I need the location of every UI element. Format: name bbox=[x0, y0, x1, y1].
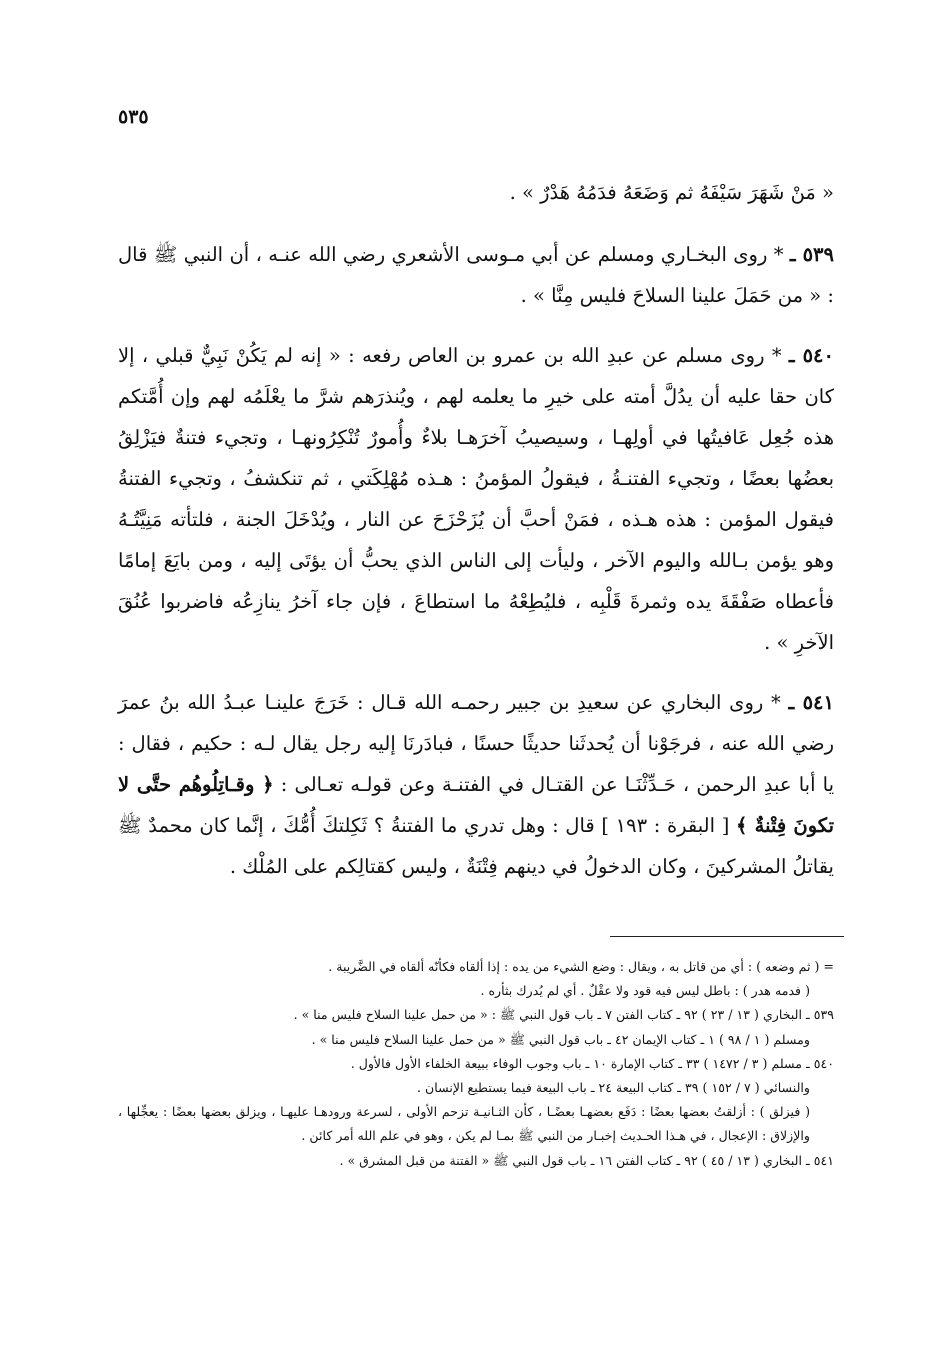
page-number: ٥٣٥ bbox=[118, 106, 149, 128]
hadith-number: ٥٤١ ـ bbox=[788, 691, 834, 714]
hadith-text-continued: [ البقرة : ١٩٣ ] قال : وهل تدري ما الفتنةُ ؟ ثَكِلتكَ أُمُّكَ ، إنَّما كان محمدٌ ﷺ يقاتلُ المشركينَ ، وكان الدخولُ في دينهم فِتْنَةٌ ، وليس كقتالِكم على المُلْك . bbox=[118, 814, 834, 878]
hadith-number: ٥٤٠ ـ bbox=[788, 344, 834, 367]
hadith-text: * روى البخـاري ومسلم عن أبي مـوسى الأشعري رضي الله عنـه ، أن النبي ﷺ قال : « من حَمَلَ علينا السلاحَ فليس مِنَّا » . bbox=[118, 243, 834, 307]
footnote: ومسلم ( ١ / ٩٨ ) ١ ـ كتاب الإيمان ٤٢ ـ باب قول النبي ﷺ « من حمل علينا السلاح فليس منا » . bbox=[311, 1031, 810, 1047]
hadith-number: ٥٣٩ ـ bbox=[789, 243, 834, 266]
hadith-text: * روى البخاري عن سعيدِ بن جبير رحمـه الله قـال : خَرَجَ علينـا عبـدُ الله بنُ عمرَ رضي الله عنه ، فرجَوْنا أن يُحدثَنا حديثًا حسنًا ، فبادَرنَا إليه رجل يقال لـه : حكيم ، فقال : يا أبا عبدِ الرحمن ، حَـدِّثْنَـا عن القتـال في الفتنـة وعن قولـه تعـالى : bbox=[118, 691, 835, 796]
footnote: = ( ثم وضعه ) : أي من قاتل به ، ويقال : وضع الشيء من يده : إذا ألقاه فكأنّه ألقاه في الضَّريبة . bbox=[328, 959, 834, 974]
footnote: ٥٤٠ ـ مسلم ( ٣ / ١٤٧٢ ) ٣٣ ـ كتاب الإمارة ١٠ ـ باب وجوب الوفاء ببيعة الخلفاء الأول فالأول . bbox=[350, 1055, 834, 1071]
hadith-539 bbox=[118, 234, 834, 316]
hadith-541 bbox=[118, 682, 834, 887]
footnote: ٥٣٩ ـ البخاري ( ١٣ / ٢٣ ) ٩٢ ـ كتاب الفتن ٧ ـ باب قول النبي ﷺ : « من حمل علينا السلاح فليس منا » . bbox=[293, 1007, 834, 1023]
hadith-540 bbox=[118, 335, 834, 663]
footnote-divider bbox=[610, 936, 844, 937]
footnote: ( فدمه هدر ) : باطل ليس فيه قود ولا عقْلٌ . أي لم يُدرك بثأره . bbox=[480, 983, 810, 999]
quran-verse: ﴿ وقـاتِلُوهُم حتَّى لا تكونَ فِتْنةٌ ﴾ bbox=[118, 773, 834, 837]
footnote: والنسائي ( ٧ / ١٥٢ ) ٣٩ ـ كتاب البيعة ٢٤ ـ باب البيعة فيما يستطيع الإنسان . bbox=[417, 1080, 810, 1096]
footnote: ٥٤١ ـ البخاري ( ١٣ / ٤٥ ) ٩٢ ـ كتاب الفتن ١٦ ـ باب قول النبي ﷺ « الفتنة من قبل المشرق » . bbox=[339, 1152, 834, 1168]
hadith-text: * روى مسلم عن عبدِ الله بن عمرو بن العاص رفعه : « إنه لم يَكُنْ نَبِيٌّ قبلي ، إلا كان حقا عليه أن يدُلَّ أمته على خيرِ ما يعلمه لهم ، ويُنذرَهم شرَّ ما يعْلَمُه لهم وإن أُمَّتكم هذه جُعِل عَافيتُها في أولِهـا ، وسيصيبُ آخرَهـا بلاءٌ وأُمورٌ تُنْكِرُونهـا ، وتجيء فتنةٌ فيَزْلِقُ بعضُها بعضًا ، وتجيء الفتنـةُ ، فيقولُ المؤمنُ : هـذه مُهْلِكَتي ، ثم تنكشفُ ، وتجيء الفتنةُ فيقول المؤمن : هذه هـذه ، فمَنْ أحبَّ أن يُزَحْزَحَ عن النار ، ويُدْخَلَ الجنة ، فلتأته مَنِيَّتُـهُ وهو يؤمن بـالله واليوم الآخر ، وليأت إلى الناس الذي يحبُّ أن يؤتَى إليه ، ومن بايَعَ إمامًا فأعطاه صَفْقَةَ يده وثمرةَ قَلْبِه ، فليُطِعْهُ ما استطاعَ ، فإن جاء آخرُ ينازِعُه فاضربوا عُنُقَ الآخرِ » . bbox=[118, 344, 834, 654]
intro-line: « مَنْ شَهَرَ سَيْفَهُ ثم وَضَعَهُ فدَمُهُ هَدْرٌ » . bbox=[509, 181, 834, 204]
footnotes bbox=[118, 955, 834, 1173]
footnote: ( فيزلق ) : أزلقتُ بعضها بعضًا : دَفَع بعضهـا بعضًـا ، كأن الثـانيـة تزحم الأولى ، لسرعة ورودهـا عليهـا ، ويزلق بعضها بعضًا : يعجِّلها ، والإزلاق : الإعجال ، في هـذا الحـديث إخبـار من النبي ﷺ بمـا لم يكن ، وهو في علم الله أمر كائن . bbox=[118, 1104, 810, 1144]
main-text bbox=[118, 172, 834, 906]
